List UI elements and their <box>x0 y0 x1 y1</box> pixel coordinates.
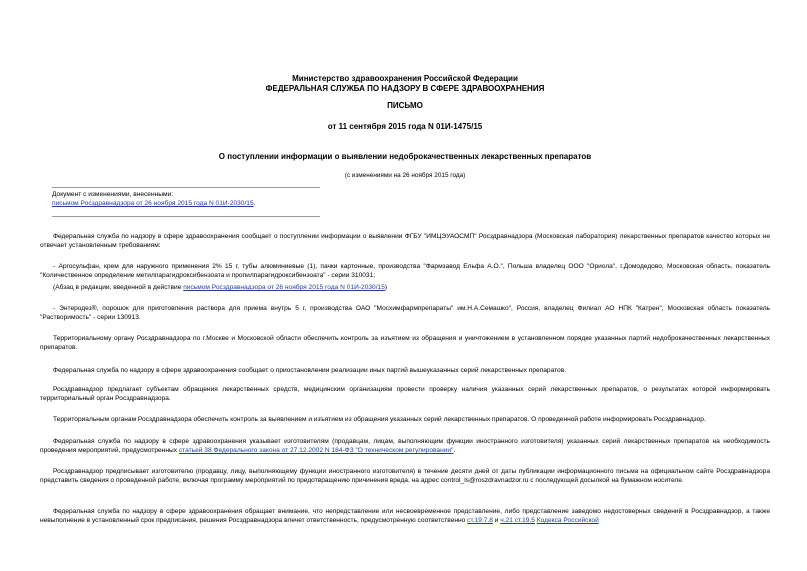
paragraph-4: - Энтеродез®, порошок для приготовления раствора для приема внутрь 5 г, производства ОАО "Мосхимфармпрепараты" им.Н.А.Семашко", Россия, владелец Филиал АО НПК "Катрен", Московская область показатель "Растворимость" - серии 130913. <box>40 305 770 322</box>
p9-suffix: . <box>453 447 456 455</box>
paragraph-11 <box>40 507 770 525</box>
amendments-label: Документ с изменениями, внесенными: <box>52 191 174 198</box>
amendments-block <box>52 191 352 209</box>
p11-link-article-19-5[interactable]: ч.21 ст.19.5 <box>500 517 535 525</box>
amended-note: (с изменениями на 26 ноября 2015 года) <box>344 172 466 179</box>
p3-link[interactable]: письмом Росздравнадзора от 26 ноября 2015 года N 01И-2030/15 <box>183 284 385 291</box>
p11-mid: и <box>492 517 501 525</box>
amendments-line <box>52 200 352 209</box>
service-title: ФЕДЕРАЛЬНАЯ СЛУЖБА ПО НАДЗОРУ В СФЕРЕ ЗДРАВООХРАНЕНИЯ <box>265 84 545 93</box>
paragraph-7: Росздравнадзор предлагает субъектам обращения лекарственных средств, медицинским организациям провести проверку наличия указанных серий лекарственных препаратов, о результатах которой информировать территориальный орган Росздравнадзора. <box>40 386 770 403</box>
doc-subject: О поступлении информации о выявлении недоброкачественных лекарственных препаратов <box>218 152 592 161</box>
paragraph-1: Федеральная служба по надзору в сфере здравоохранения сообщает о поступлении информации о выявлении ФГБУ "ИМЦЭУАОСМП" Росздравнадзора (Московская лаборатория) лекарственных препаратов качество которых не отвечает установленным требованиям: <box>40 233 770 250</box>
doc-date-number: от 11 сентября 2015 года N 01И-1475/15 <box>327 122 483 131</box>
paragraph-9 <box>40 437 770 455</box>
paragraph-5: Территориальному органу Росздравнадзора по г.Москве и Московской области обеспечить контроль за изъятием из обращения и уничтожением в установленном порядке указанных партий недоброкачественных лекарственных препаратов. <box>40 335 770 352</box>
p3-prefix: (Абзац в редакции, введенной в действие <box>53 284 184 291</box>
paragraph-8: Территориальным органам Росздравнадзора обеспечить контроль за выявлением и изъятием из обращения указанных серий лекарственных препаратов. О проведенной работе информировать Росздравнадзор. <box>53 416 706 423</box>
amendments-suffix: . <box>253 199 256 207</box>
paragraph-10: Росздравнадзор предписывает изготовителю (продавцу, лицу, выполняющему функции иностранного изготовителя) в течение десяти дней от даты публикации информационного письма на официальном сайте Росздравнадзора представить сведения о проведенной работе, включая программу мероприятий по предотвращению причинения вреда, на адрес control_ls@roszdravnadzor.ru с последующей досылкой на бумажном носителе. <box>40 468 770 485</box>
p3-suffix: ) <box>384 284 388 291</box>
ministry-title: Министерство здравоохранения Российской Федерации <box>292 74 518 83</box>
doc-type: ПИСЬМО <box>387 101 423 110</box>
paragraph-3 <box>40 283 770 292</box>
p11-prefix: Федеральная служба по надзору в сфере здравоохранения обращает внимание, что непредставление или несвоевременное представление, либо представление заведомо недостоверных сведений в Росздравнадзор, а также невыполнение в установленный срок предписания, решения Росздравнадзора влечет ответственность, предусмотренную соответственно <box>40 508 770 525</box>
p11-link-code[interactable]: Кодекса Российской <box>536 517 599 525</box>
amendment-letter-link[interactable]: письмом Росздравнадзора от 26 ноября 2015 года N 01И-2030/15 <box>52 199 254 207</box>
paragraph-2: - Аргосульфан, крем для наружного применения 2% 15 г, тубы алюминиевые (1), пачки картонные, производства "Фармзавод Ельфа А.О.", Польша владелец ООО "Ориола", г.Домодедово, Московская область, показатель "Количественное определение метилпарагидроксибензоата и пропилпарагидроксибензоата" - серии 310031; <box>40 263 770 280</box>
divider-bottom <box>52 216 320 217</box>
divider-top <box>52 187 320 188</box>
paragraph-6: Федеральная служба по надзору в сфере здравоохранения сообщает о приостановлении реализации иных партий вышеуказанных серий лекарственных препаратов. <box>53 367 567 374</box>
p11-link-article-19-7-8[interactable]: ст.19.7.8 <box>467 517 493 525</box>
p9-law-link[interactable]: статьей 38 Федерального закона от 27.12.2002 N 184-ФЗ "О техническом регулировании" <box>178 447 454 455</box>
p9-prefix: Федеральная служба по надзору в сфере здравоохранения указывает изготовителям (продавцам, лицам, выполняющим функции иностранного изготовителя) указанных серий лекарственных препаратов на необходимость проведения мероприятий, предусмотренных <box>40 438 770 455</box>
